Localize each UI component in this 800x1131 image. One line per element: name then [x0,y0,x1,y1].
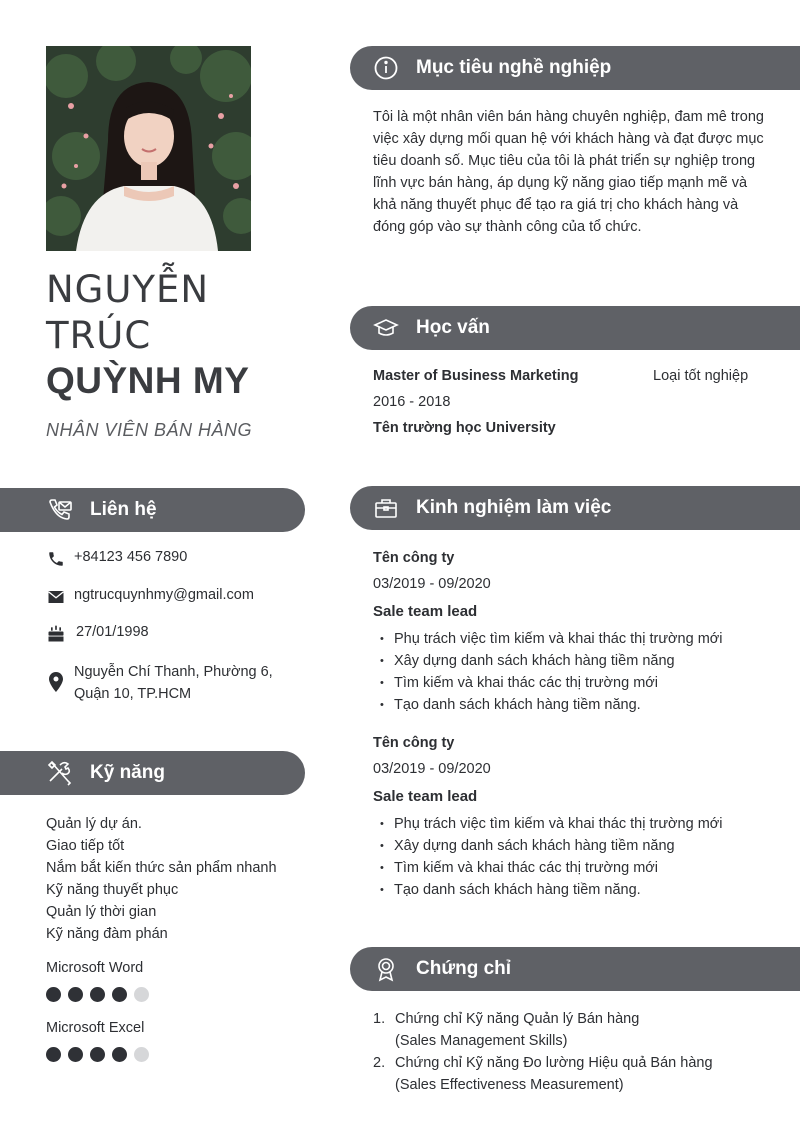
certificate-subtitle: (Sales Effectiveness Measurement) [395,1077,624,1093]
rating-dot-filled [90,1047,105,1062]
duty-item: • Tìm kiếm và khai thác các thị trường mới [380,672,723,694]
briefcase-icon [372,494,400,522]
skills-section-title: Kỹ năng [90,762,165,783]
location-pin-icon [46,672,66,692]
phone-mail-icon [46,496,74,524]
certificates-section-header [350,947,800,991]
job-position: Sale team lead [373,603,478,620]
duty-item: • Tạo danh sách khách hàng tiềm năng. [380,694,723,716]
job-duties [380,813,723,901]
certificate-title: Chứng chỉ Kỹ năng Đo lường Hiệu quả Bán hàng [395,1055,713,1071]
rating-dot-filled [90,987,105,1002]
certificate-item [373,1052,793,1096]
education-degree: Master of Business Marketing [373,368,579,384]
contact-phone [46,549,187,569]
skills-list [46,813,277,945]
address-line-1: Nguyễn Chí Thanh, Phường 6, [74,664,273,680]
award-badge-icon [372,955,400,983]
info-icon [372,54,400,82]
contact-email [46,587,254,607]
duty-item: • Phụ trách việc tìm kiếm và khai thác thị trường mới [380,628,723,650]
skill-item: Kỹ năng đàm phán [46,926,168,942]
software-rating [46,1047,149,1062]
address-text [74,661,273,705]
job-dates: 03/2019 - 09/2020 [373,761,491,777]
job-company: Tên công ty [373,735,455,751]
software-name: Microsoft Excel [46,1020,145,1036]
certificates-list [373,1008,793,1096]
certificate-number: 1. [373,1011,386,1027]
skill-item: Nắm bắt kiến thức sản phẩm nhanh [46,860,277,876]
experience-section-header [350,486,800,530]
contact-address [46,661,273,705]
certificate-title: Chứng chỉ Kỹ năng Quản lý Bán hàng [395,1011,640,1027]
contact-birthday [46,624,149,644]
profile-photo [46,46,251,251]
education-section-header [350,306,800,350]
rating-dot-filled [46,987,61,1002]
birthday-cake-icon [46,624,66,644]
job-title: NHÂN VIÊN BÁN HÀNG [46,420,253,440]
skill-item: Quản lý dự án. [46,816,142,832]
experience-section-title: Kinh nghiệm làm việc [416,497,612,518]
rating-dot-filled [46,1047,61,1062]
job-dates: 03/2019 - 09/2020 [373,576,491,592]
name-line-3: QUỲNH MY [46,360,250,401]
contact-section-header [0,488,305,532]
rating-dot-empty [134,987,149,1002]
email-address: ngtrucquynhmy@gmail.com [74,587,254,603]
education-section-title: Học vấn [416,317,490,338]
email-icon [46,587,66,607]
job-position: Sale team lead [373,788,478,805]
rating-dot-filled [112,987,127,1002]
software-name: Microsoft Word [46,960,144,976]
job-company: Tên công ty [373,550,455,566]
objective-section-title: Mục tiêu nghề nghiệp [416,57,612,78]
certificate-number: 2. [373,1055,386,1071]
education-grade: Loại tốt nghiệp [653,368,749,384]
skills-section-header [0,751,305,795]
objective-text: Tôi là một nhân viên bán hàng chuyên nghiệp, đam mê trong việc xây dựng mối quan hệ với khách hàng và đạt được mục tiêu doanh số. Mục tiêu của tôi là phát triển sự nghiệp trong lĩnh vực bán hàng, áp dụng kỹ năng giao tiếp mạnh mẽ và khả năng thuyết phục để tạo ra giá trị cho khách hàng và đóng góp vào sự thành công của tổ chức. [373,109,764,235]
education-years: 2016 - 2018 [373,394,451,410]
software-rating [46,987,149,1002]
skill-item: Quản lý thời gian [46,904,157,920]
duty-item: • Tạo danh sách khách hàng tiềm năng. [380,879,723,901]
duty-item: • Tìm kiếm và khai thác các thị trường mới [380,857,723,879]
skill-item: Kỹ năng thuyết phục [46,882,179,898]
name-line-1: NGUYỄN [46,268,210,311]
rating-dot-filled [68,1047,83,1062]
certificates-section-title: Chứng chỉ [416,958,512,979]
duty-item: • Xây dựng danh sách khách hàng tiềm năng [380,650,723,672]
education-school: Tên trường học University [373,420,556,436]
job-duties [380,628,723,716]
skill-item: Giao tiếp tốt [46,838,125,854]
phone-number: +84123 456 7890 [74,549,188,565]
duty-item: • Xây dựng danh sách khách hàng tiềm năng [380,835,723,857]
birthday-date: 27/01/1998 [76,624,149,640]
certificate-item [373,1008,793,1052]
contact-section-title: Liên hệ [90,499,157,520]
rating-dot-filled [112,1047,127,1062]
duty-item: • Phụ trách việc tìm kiếm và khai thác thị trường mới [380,813,723,835]
certificate-subtitle: (Sales Management Skills) [395,1033,568,1049]
phone-icon [46,549,66,569]
graduation-cap-icon [372,314,400,342]
address-line-2: Quận 10, TP.HCM [74,686,192,702]
rating-dot-empty [134,1047,149,1062]
objective-section-header [350,46,800,90]
name-line-2: TRÚC [46,314,152,357]
rating-dot-filled [68,987,83,1002]
tools-icon [46,759,74,787]
